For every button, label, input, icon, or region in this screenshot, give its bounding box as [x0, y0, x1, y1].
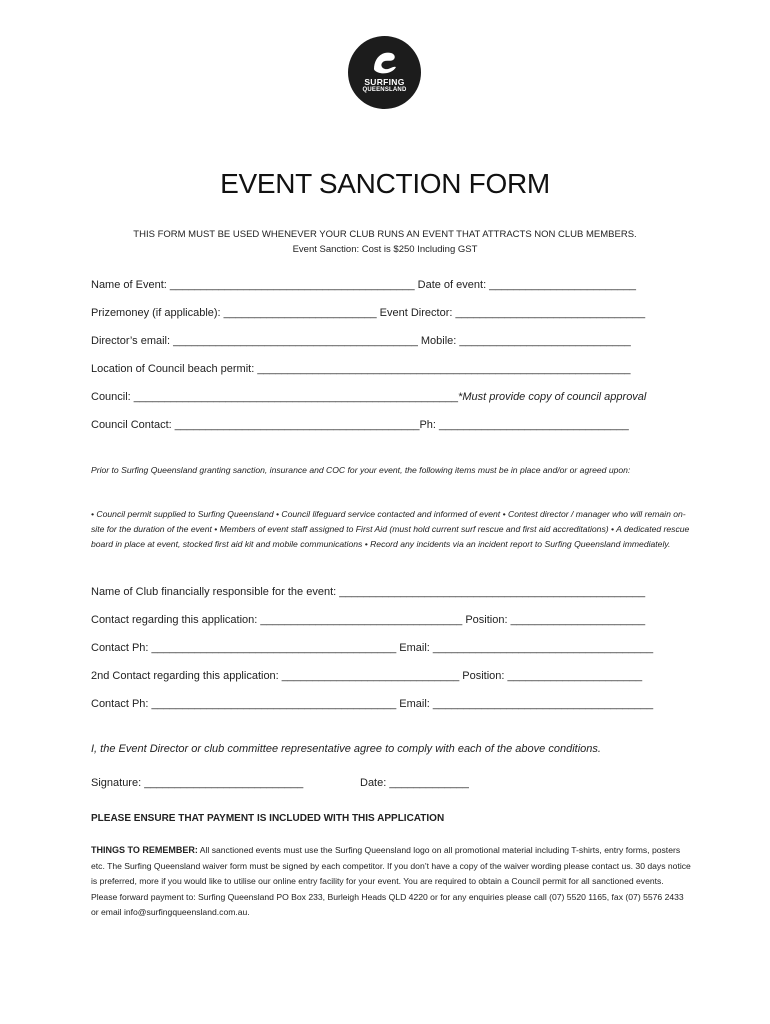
wave-icon: [371, 48, 398, 76]
director-email-mobile-field[interactable]: Director’s email: ________________________________________ Mobile: ____________________________: [91, 335, 631, 347]
agreement-statement: I, the Event Director or club committee representative agree to comply with each of the above conditions.: [91, 743, 601, 755]
prizemoney-director-field[interactable]: Prizemoney (if applicable): _________________________ Event Director: _______________________________: [91, 307, 646, 319]
things-to-remember: [91, 843, 691, 921]
date-field[interactable]: Date: _____________: [360, 777, 469, 789]
contact-phone-email-field[interactable]: Contact Ph: ________________________________________ Email: ____________________________________: [91, 642, 654, 654]
signature-field[interactable]: Signature: __________________________: [91, 777, 304, 789]
payment-notice: PLEASE ENSURE THAT PAYMENT IS INCLUDED WITH THIS APPLICATION: [91, 813, 445, 824]
things-heading: THINGS TO REMEMBER:: [91, 845, 198, 855]
form-subtitle-cost: Event Sanction: Cost is $250 Including GST: [292, 244, 478, 255]
second-contact-position-field[interactable]: 2nd Contact regarding this application: _____________________________ Position: ______________________: [91, 670, 643, 682]
surfing-queensland-logo: [348, 36, 421, 109]
council-approval-note: *Must provide copy of council approval: [458, 391, 647, 403]
second-contact-phone-email-field[interactable]: Contact Ph: ________________________________________ Email: ____________________________________: [91, 698, 654, 710]
logo-text-surfing: SURFING: [364, 77, 405, 87]
requirements-list-text: • Council permit supplied to Surfing Queensland • Council lifeguard service contacted and informed of event • Contest director / manager who will remain on-site for the duration of the event • Members of event staff assigned to First Aid (must hold current surf rescue and first aid accreditations) • A dedicated rescue board in place at event, stocked first aid kit and mobile communications • Record any incidents via an incident report to Surfing Queensland immediately.: [91, 509, 690, 549]
form-subtitle-notice: THIS FORM MUST BE USED WHENEVER YOUR CLUB RUNS AN EVENT THAT ATTRACTS NON CLUB MEMBERS.: [133, 229, 637, 240]
council-field-blank[interactable]: Council: _____________________________________________________: [91, 391, 459, 403]
event-name-date-field[interactable]: Name of Event: ________________________________________ Date of event: ________________________: [91, 279, 636, 291]
council-permit-location-field[interactable]: Location of Council beach permit: _____________________________________________________________: [91, 363, 631, 375]
club-responsible-field[interactable]: Name of Club financially responsible for the event: __________________________________________________: [91, 586, 646, 598]
council-contact-field[interactable]: Council Contact: ________________________________________Ph: _______________________________: [91, 419, 629, 431]
prior-conditions-text: Prior to Surfing Queensland granting sanction, insurance and COC for your event, the following items must be in place and/or or agreed upon:: [91, 465, 631, 475]
contact-position-field[interactable]: Contact regarding this application: _________________________________ Position: ______________________: [91, 614, 646, 626]
form-title: EVENT SANCTION FORM: [220, 168, 550, 199]
logo-text-queensland: QUEENSLAND: [362, 87, 407, 93]
things-body: All sanctioned events must use the Surfing Queensland logo on all promotional material including T-shirts, entry forms, posters etc. The Surfing Queensland waiver form must be signed by each competitor. If you don’t have a copy of the waiver wording please contact us. 30 days notice is preferred, more if you would like to utilise our online entry facility for your event. You are required to obtain a Council permit for all sanctioned events. Please forward payment to: Surfing Queensland PO Box 233, Burleigh Heads QLD 4220 or for any enquiries please call (07) 5520 1165, fax (07) 5576 2433 or email info@surfingqueensland.com.au.: [91, 845, 691, 917]
council-field[interactable]: [91, 391, 646, 403]
